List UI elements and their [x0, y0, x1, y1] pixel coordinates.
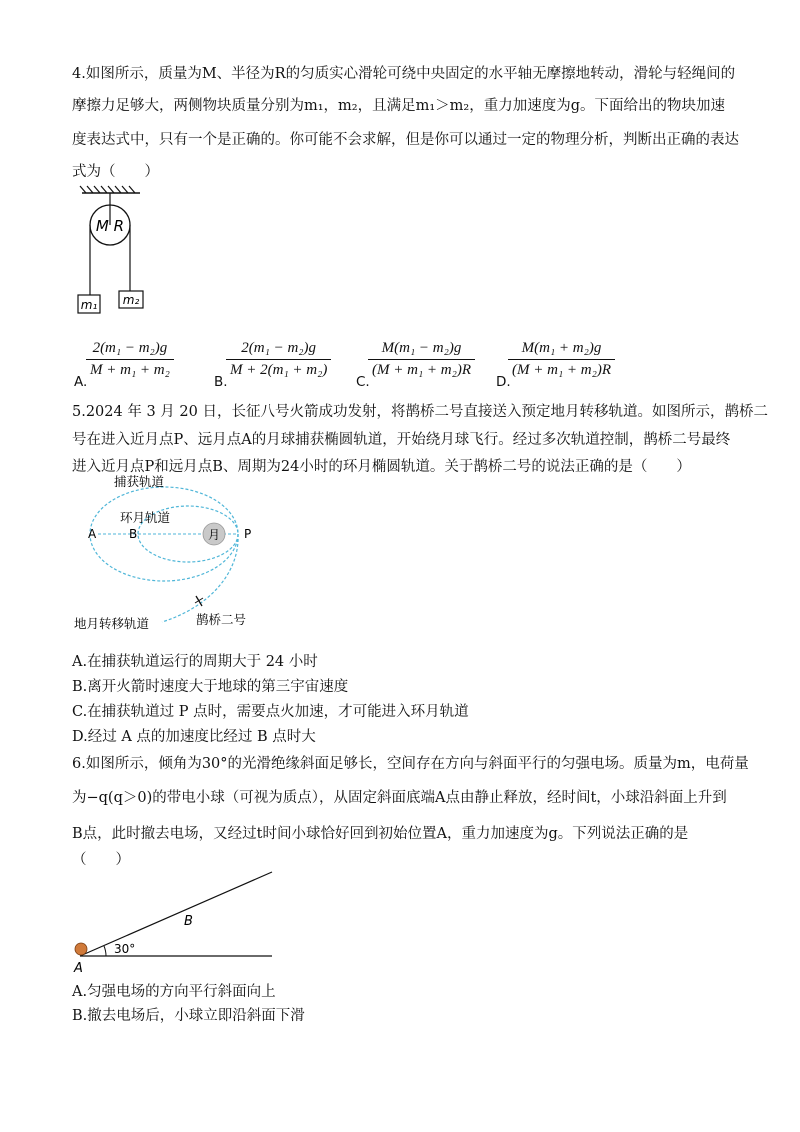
incline-angle-label: 30°	[114, 942, 136, 956]
q5-stem-line1: 5.2024 年 3 月 20 日，长征八号火箭成功发射，将鹊桥二号直接送入预定地月转移轨道。如图所示，鹊桥二	[72, 404, 768, 420]
q5-stem-line2: 号在进入近月点P、远月点A的月球捕获椭圆轨道，开始绕月球飞行。经过多次轨道控制，鹊桥二号最终	[72, 432, 731, 448]
q5-stem-line3: 进入近月点P和远月点B、周期为24小时的环月椭圆轨道。关于鹊桥二号的说法正确的是（ ）	[72, 459, 691, 475]
q4-option-a-denominator: M + m₁ + m₂	[90, 362, 170, 378]
q4-pulley-figure	[70, 185, 160, 320]
q4-option-b-formula	[226, 340, 331, 379]
q6-incline-figure	[66, 864, 286, 976]
q4-option-a-numerator: 2(m₁ − m₂)g	[86, 340, 174, 360]
q4-option-d-label: D.	[496, 374, 511, 390]
q4-option-c-numerator: M(m₁ − m₂)g	[368, 340, 475, 360]
q5-option-b: B.离开火箭时速度大于地球的第三宇宙速度	[72, 679, 349, 695]
moon-label: 月	[207, 528, 221, 542]
q4-option-d-formula	[508, 340, 615, 379]
q6-stem-line2: 为−q(q＞0)的带电小球（可视为质点），从固定斜面底端A点由静止释放，经时间t，小球沿斜面上升到	[72, 790, 727, 806]
q5-orbit-figure	[70, 472, 270, 637]
q4-option-b-numerator: 2(m₁ − m₂)g	[226, 340, 331, 360]
q4-option-d-numerator: M(m₁ + m₂)g	[508, 340, 615, 360]
lunar-orbit-label: 环月轨道	[120, 510, 171, 525]
q5-option-d: D.经过 A 点的加速度比经过 B 点时大	[72, 729, 316, 745]
q4-stem-line3: 度表达式中，只有一个是正确的。你可能不会求解，但是你可以通过一定的物理分析，判断出正确的表达	[72, 132, 739, 148]
q4-option-b-denominator: M + 2(m₁ + m₂)	[230, 362, 328, 378]
q5-option-a: A.在捕获轨道运行的周期大于 24 小时	[72, 654, 318, 670]
point-a-label: A	[88, 527, 97, 541]
q4-option-a-formula	[86, 340, 174, 379]
transfer-orbit-label: 地月转移轨道	[74, 616, 150, 631]
q6-stem-line3: B点，此时撤去电场，又经过t时间小球恰好回到初始位置A，重力加速度为g。下列说法正确的是	[72, 826, 689, 842]
q4-option-c-denominator: (M + m₁ + m₂)R	[372, 362, 471, 378]
q4-option-d-denominator: (M + m₁ + m₂)R	[512, 362, 611, 378]
incline-point-b-label: B	[184, 914, 193, 929]
q4-stem-line1: 4.如图所示，质量为M、半径为R的匀质实心滑轮可绕中央固定的水平轴无摩擦地转动，滑轮与轻绳间的	[72, 66, 736, 82]
q6-option-b: B.撤去电场后，小球立即沿斜面下滑	[72, 1008, 305, 1024]
point-p-label: P	[244, 527, 252, 541]
q4-option-c-label: C.	[356, 374, 370, 390]
q4-option-b-label: B.	[214, 374, 228, 390]
q5-option-c: C.在捕获轨道过 P 点时，需要点火加速，才可能进入环月轨道	[72, 704, 469, 720]
q6-stem-line4: （ ）	[72, 852, 130, 868]
q4-stem-line4: 式为（ ）	[72, 164, 159, 180]
q4-stem-line2: 摩擦力足够大，两侧物块质量分别为m₁，m₂，且满足m₁＞m₂，重力加速度为g。下面给出的物块加速	[72, 98, 726, 114]
point-b-label: B	[129, 527, 138, 541]
block-m2-label: m₂	[122, 293, 140, 307]
capture-orbit-label: 捕获轨道	[114, 474, 165, 489]
probe-label: 鹊桥二号	[196, 612, 247, 627]
q6-stem-line1: 6.如图所示，倾角为30°的光滑绝缘斜面足够长，空间存在方向与斜面平行的匀强电场。质量为m，电荷量	[72, 756, 749, 772]
q4-option-c-formula	[368, 340, 475, 379]
incline-point-a-label: A	[74, 961, 83, 976]
q4-option-a-label: A.	[74, 374, 88, 390]
q6-option-a: A.匀强电场的方向平行斜面向上	[72, 984, 276, 1000]
pulley-label: M R	[95, 217, 125, 235]
block-m1-label: m₁	[80, 298, 98, 312]
